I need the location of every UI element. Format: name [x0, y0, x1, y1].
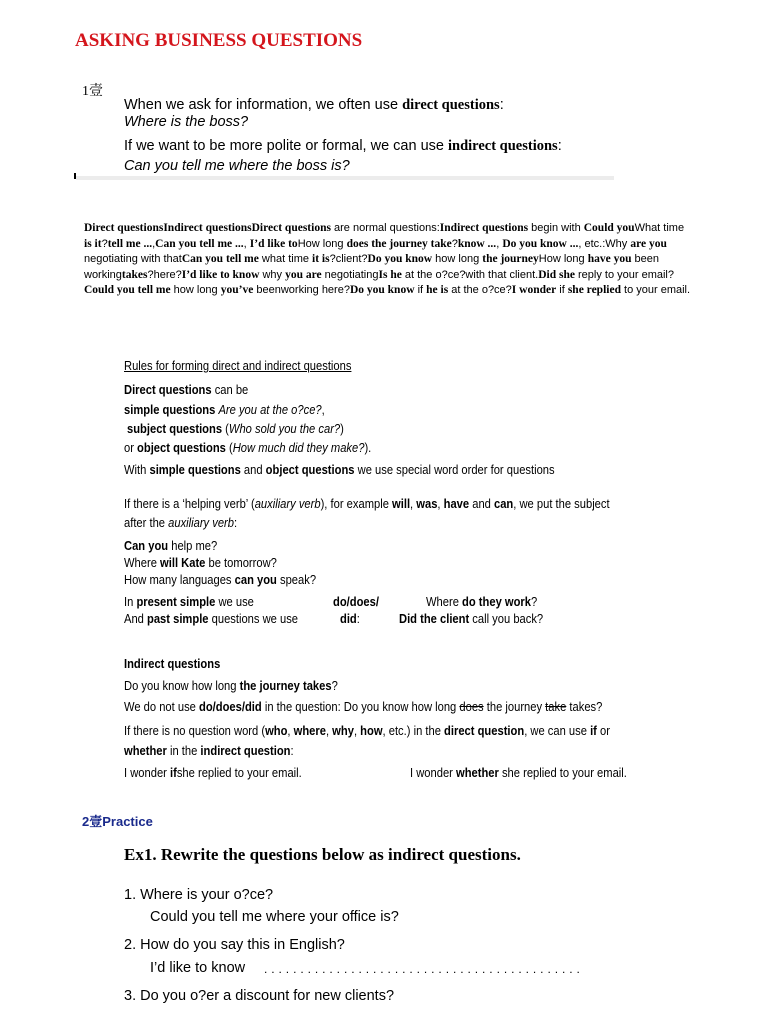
summary-paragraph	[84, 221, 694, 299]
paragraph-text-segment: are normal questions:	[330, 222, 440, 234]
paragraph-bold-segment: Do you know	[367, 253, 433, 265]
intro-example-direct: Where is the boss?	[124, 114, 249, 130]
paragraph-text-segment: ?client?	[329, 253, 368, 265]
paragraph-text-segment: been working	[84, 253, 660, 281]
paragraph-text-segment: How long	[538, 253, 588, 265]
section-number: 1壹	[82, 84, 103, 99]
paragraph-text-segment: , etc.:Why	[578, 237, 631, 250]
exercise-question-1: 1. Where is your o?ce?	[124, 887, 274, 903]
paragraph-bold-segment: Could you	[583, 222, 635, 234]
rules-after-aux-line: after the auxiliary verb:	[124, 515, 238, 530]
paragraph-bold-segment: I wonder	[511, 284, 557, 296]
paragraph-bold-segment: she replied	[567, 284, 621, 296]
rules-present-simple-label: In present simple we use	[124, 594, 254, 609]
exercise-answer-2-blank: . . . . . . . . . . . . . . . . . . . . . . . . . . . . . . . . . . . . . . . . . . . .	[264, 962, 581, 976]
indirect-example-if: I wonder ifshe replied to your email.	[124, 765, 302, 780]
indirect-line-4: whether in the indirect question:	[124, 743, 294, 758]
paragraph-bold-segment: are you	[630, 237, 667, 250]
rules-object-line: or object questions (How much did they make?).	[124, 440, 372, 455]
rules-present-example: Where do they work?	[426, 594, 538, 609]
paragraph-text-segment: ?	[101, 237, 108, 250]
intro-example-indirect: Can you tell me where the boss is?	[124, 158, 350, 174]
paragraph-bold-segment: tell me ...	[107, 237, 153, 250]
paragraph-bold-segment: it is	[312, 253, 330, 265]
intro-line-1: When we ask for information, we often use direct questions:	[124, 97, 504, 113]
rules-heading: Rules for forming direct and indirect questions	[124, 358, 352, 373]
paragraph-bold-segment: I’d like to know	[181, 268, 260, 281]
divider	[76, 176, 614, 180]
paragraph-text-segment: ?here?	[147, 268, 182, 281]
paragraph-bold-segment: Could you tell me	[84, 284, 171, 296]
paragraph-text-segment: how long	[432, 253, 483, 265]
paragraph-text-segment: What time	[634, 222, 685, 234]
paragraph-bold-segment: I’d like to	[249, 237, 298, 250]
paragraph-bold-segment: Do you know	[349, 284, 415, 296]
paragraph-bold-segment: takes	[121, 268, 148, 281]
paragraph-bold-segment: have you	[587, 253, 632, 265]
paragraph-text-segment: how long	[170, 284, 221, 296]
rules-word-order-line: With simple questions and object questions we use special word order for questions	[124, 462, 555, 477]
paragraph-text-segment: at the o?ce?	[448, 284, 512, 296]
rules-subject-line: subject questions (Who sold you the car?)	[127, 421, 344, 436]
paragraph-text-segment: ,	[496, 237, 503, 250]
paragraph-bold-segment: is it	[84, 237, 102, 250]
paragraph-text-segment: to your email.	[620, 284, 691, 296]
paragraph-text-segment: at the o?ce?with that client.	[401, 268, 539, 281]
exercise-answer-2-prefix: I’d like to know	[150, 960, 246, 976]
paragraph-bold-segment: Did she	[538, 268, 575, 281]
exercise-answer-1: Could you tell me where your office is?	[150, 909, 399, 925]
paragraph-bold-segment: Direct questions	[251, 222, 331, 234]
rules-direct-line: Direct questions can be	[124, 382, 249, 397]
rules-example-3: How many languages can you speak?	[124, 572, 317, 587]
rules-simple-line: simple questions Are you at the o?ce?,	[124, 402, 325, 417]
paragraph-bold-segment: Do you know ...	[502, 237, 579, 250]
page-title: ASKING BUSINESS QUESTIONS	[75, 30, 363, 51]
rules-example-2: Where will Kate be tomorrow?	[124, 555, 277, 570]
paragraph-bold-segment: Direct questions	[84, 222, 164, 234]
exercise-title: Ex1. Rewrite the questions below as indirect questions.	[124, 845, 521, 864]
exercise-question-3: 3. Do you o?er a discount for new clients?	[124, 988, 395, 1004]
rules-past-simple-label: And past simple questions we use	[124, 611, 299, 626]
paragraph-text-segment: begin with	[528, 222, 584, 234]
paragraph-text-segment: ,	[152, 237, 156, 250]
paragraph-text-segment: negotiating	[321, 268, 379, 281]
paragraph-bold-segment: does the journey take	[346, 237, 452, 250]
paragraph-bold-segment: he is	[426, 284, 449, 296]
paragraph-bold-segment: the journey	[482, 253, 539, 265]
paragraph-bold-segment: you are	[285, 268, 322, 281]
rules-helping-verb-line: If there is a ‘helping verb’ (auxiliary verb), for example will, was, have and can, we put the subject	[124, 496, 610, 511]
paragraph-bold-segment: Can you tell me	[181, 253, 259, 265]
rules-example-1: Can you help me?	[124, 538, 218, 553]
divider-mark	[74, 173, 76, 179]
paragraph-text-segment: what time	[258, 253, 313, 265]
paragraph-text-segment: if	[556, 284, 568, 296]
indirect-line-2: We do not use do/does/did in the question: Do you know how long does the journey take takes?	[124, 699, 603, 714]
rules-do-does: do/does/	[333, 594, 379, 609]
section-practice-heading: 2壹Practice	[82, 814, 153, 829]
paragraph-text-segment: How long	[297, 237, 347, 250]
paragraph-bold-segment: Can you tell me ...	[155, 237, 244, 250]
paragraph-bold-segment: Indirect questions	[439, 222, 529, 234]
paragraph-text-segment: reply to your email?	[574, 268, 674, 281]
rules-past-example: Did the client call you back?	[399, 611, 544, 626]
paragraph-text-segment: ?	[451, 237, 458, 250]
paragraph-bold-segment: know ...	[457, 237, 497, 250]
indirect-example-whether: I wonder whether she replied to your email.	[410, 765, 627, 780]
paragraph-bold-segment: Indirect questions	[163, 222, 252, 234]
exercise-question-2: 2. How do you say this in English?	[124, 937, 345, 953]
intro-line-3: If we want to be more polite or formal, we can use indirect questions:	[124, 138, 562, 154]
paragraph-bold-segment: Is he	[378, 268, 402, 281]
paragraph-bold-segment: you’ve	[220, 284, 254, 296]
paragraph-text-segment: if	[414, 284, 427, 296]
indirect-line-1: Do you know how long the journey takes?	[124, 678, 338, 693]
paragraph-text-segment: beenworking here?	[253, 284, 350, 296]
indirect-heading: Indirect questions	[124, 656, 221, 671]
paragraph-text-segment: ,	[243, 237, 250, 250]
paragraph-text-segment: why	[259, 268, 286, 281]
indirect-line-3: If there is no question word (who, where, why, how, etc.) in the direct question, we can use if or	[124, 723, 610, 738]
paragraph-text-segment: negotiating with that	[84, 253, 182, 265]
rules-did: did:	[340, 611, 360, 626]
